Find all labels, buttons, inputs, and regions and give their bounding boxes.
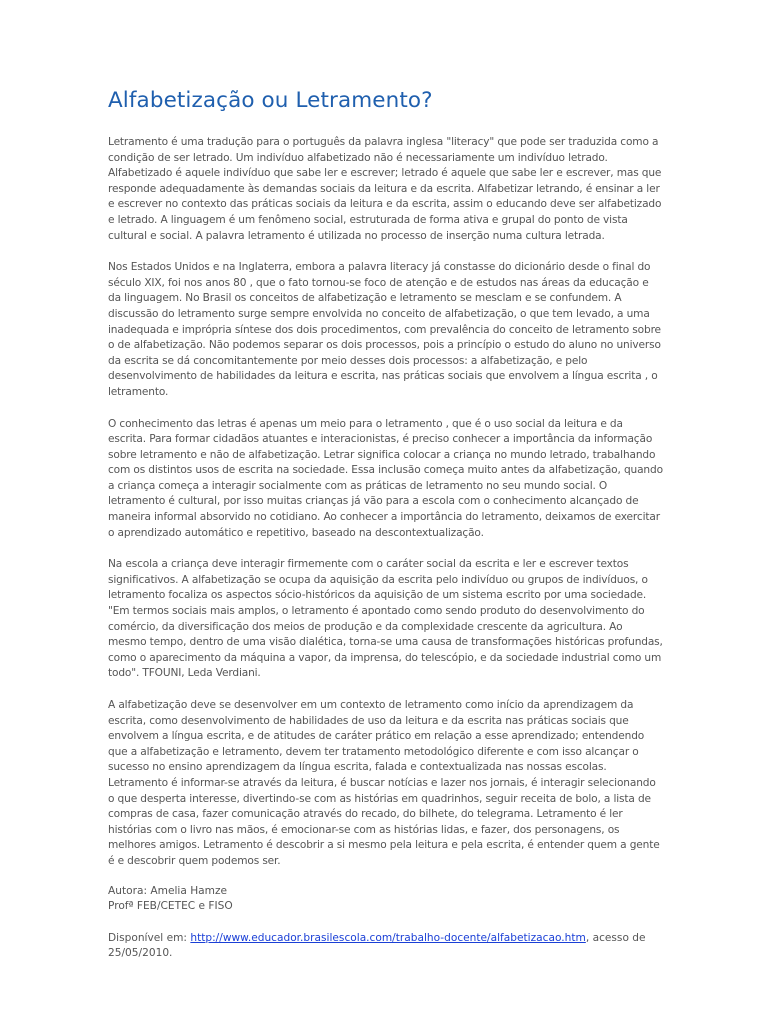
source-prefix: Disponível em:: [108, 931, 191, 944]
source-suffix: , acesso de 25/05/2010.: [108, 931, 646, 960]
source-link[interactable]: http://www.educador.brasilescola.com/trabalho-docente/alfabetizacao.htm: [190, 931, 586, 944]
author-affiliation: Profª FEB/CETEC e FISO: [108, 900, 233, 913]
author-block: [108, 884, 664, 915]
paragraph-1: Letramento é uma tradução para o português da palavra inglesa "literacy" que pode ser traduzida como a condição de ser letrado. Um indivíduo alfabetizado não é necessariamente um indivíduo letrado. Alfabetizado é aquele indivíduo que sabe ler e escrever; letrado é aquele que sabe ler e escrever, mas que responde adequadamente às demandas sociais da leitura e da escrita. Alfabetizar letrando, é ensinar a ler e escrever no contexto das práticas sociais da leitura e da escrita, assim o educando deve ser alfabetizado e letrado. A linguagem é um fenômeno social, estruturada de forma ativa e grupal do ponto de vista cultural e social. A palavra letramento é utilizada no processo de inserção numa cultura letrada.: [108, 136, 662, 242]
author-name: Autora: Amelia Hamze: [108, 884, 228, 897]
paragraph-5: A alfabetização deve se desenvolver em um contexto de letramento como início da aprendizagem da escrita, como desenvolvimento de habilidades de uso da leitura e da escrita nas práticas sociais que envolvem a língua escrita, e de atitudes de caráter prático em relação a esse aprendizado; entendendo que a alfabetização e letramento, devem ter tratamento metodológico diferente e com isso alcançar o sucesso no ensino aprendizagem da língua escrita, falada e contextualizada nas nossas escolas. Letramento é informar-se através da leitura, é buscar notícias e lazer nos jornais, é interagir selecionando o que desperta interesse, divertindo-se com as histórias em quadrinhos, seguir receita de bolo, a lista de compras de casa, fazer comunicação através do recado, do bilhete, do telegrama. Letramento é ler histórias com o livro nas mãos, é emocionar-se com as histórias lidas, e fazer, dos personagens, os melhores amigos. Letramento é descobrir a si mesmo pela leitura e pela escrita, é entender quem a gente é e descobrir quem podemos ser.: [108, 699, 660, 867]
paragraph-3: O conhecimento das letras é apenas um meio para o letramento , que é o uso social da leitura e da escrita. Para formar cidadãos atuantes e interacionistas, é preciso conhecer a importância da informação sobre letramento e não de alfabetização. Letrar significa colocar a criança no mundo letrado, trabalhando com os distintos usos de escrita na sociedade. Essa inclusão começa muito antes da alfabetização, quando a criança começa a interagir socialmente com as práticas de letramento no seu mundo social. O letramento é cultural, por isso muitas crianças já vão para a escola com o conhecimento alcançado de maneira informal absorvido no cotidiano. Ao conhecer a importância do letramento, deixamos de exercitar o aprendizado automático e repetitivo, baseado na descontextualização.: [108, 417, 663, 539]
page-title: Alfabetização ou Letramento?: [108, 88, 433, 113]
paragraph-2: Nos Estados Unidos e na Inglaterra, embora a palavra literacy já constasse do dicionário desde o final do século XIX, foi nos anos 80 , que o fato tornou-se foco de atenção e de estudos nas áreas da educação e da linguagem. No Brasil os conceitos de alfabetização e letramento se mesclam e se confundem. A discussão do letramento surge sempre envolvida no conceito de alfabetização, o que tem levado, a uma inadequada e imprópria síntese dos dois procedimentos, com prevalência do conceito de letramento sobre o de alfabetização. Não podemos separar os dois processos, pois a princípio o estudo do aluno no universo da escrita se dá concomitantemente por meio desses dois processos: a alfabetização, e pelo desenvolvimento de habilidades da leitura e escrita, nas práticas sociais que envolvem a língua escrita , o letramento.: [108, 261, 661, 398]
paragraph-4: Na escola a criança deve interagir firmemente com o caráter social da escrita e ler e escrever textos significativos. A alfabetização se ocupa da aquisição da escrita pelo indivíduo ou grupos de indivíduos, o letramento focaliza os aspectos sócio-históricos da aquisição de um sistema escrito por uma sociedade. "Em termos sociais mais amplos, o letramento é apontado como sendo produto do desenvolvimento do comércio, da diversificação dos meios de produção e da complexidade crescente da agricultura. Ao mesmo tempo, dentro de uma visão dialética, torna-se uma causa de transformações históricas profundas, como o aparecimento da máquina a vapor, da imprensa, do telescópio, e da sociedade industrial como um todo". TFOUNI, Leda Verdiani.: [108, 558, 663, 680]
source-citation: [108, 931, 664, 962]
document-page: [108, 88, 664, 962]
